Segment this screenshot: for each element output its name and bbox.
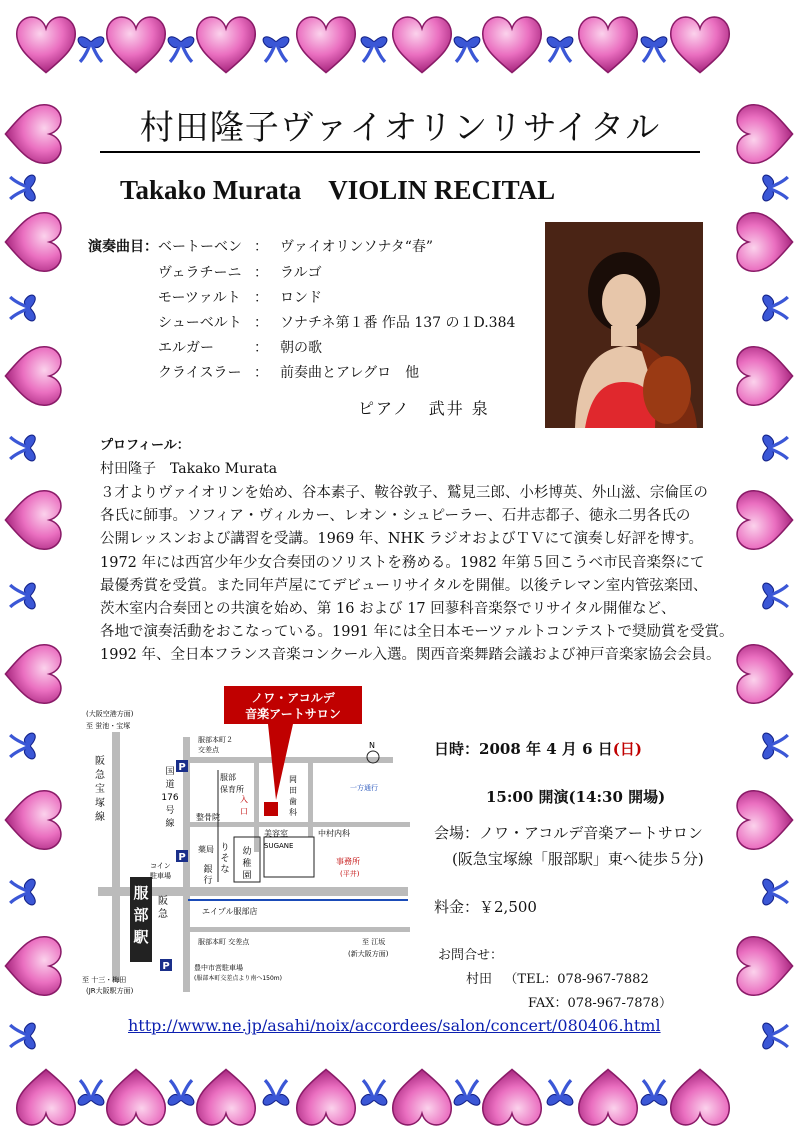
access-map [78,682,410,1000]
map-label-kokudo: 線 [165,819,175,829]
map-airport: (大阪空港方面) [86,710,134,718]
map-juso: 至 十三・梅田 [82,976,127,984]
heart-icon [737,791,793,850]
program-composer: ヴェラチーニ [158,265,242,281]
map-label-yochien: 園 [242,871,252,881]
program-composer: クライスラー [158,365,242,381]
event-time: 15:00 開演(14:30 開場) [486,788,666,806]
map-label-kokudo: 国 [165,767,175,777]
venue-value: ノワ・アコルデ音楽アートサロン [479,824,703,842]
map-label-kokudo: 号 [165,806,175,816]
date-label: 日時： [434,740,480,758]
heart-icon [5,645,61,704]
concert-url-link[interactable]: http://www.ne.jp/asahi/noix/accordees/salon/concert/080406.html [128,1016,661,1035]
program-item [158,362,419,382]
map-nakamura: 中村内科 [318,829,350,838]
heart-icon [297,17,356,73]
heart-icon [737,937,793,996]
ribbon-bow-icon [361,37,387,62]
map-parking2: (服部本町交差点より南へ150m) [194,975,282,982]
program-composer: モーツァルト [158,290,241,306]
ribbon-bow-icon [763,175,788,201]
program-separator: ： [254,315,268,331]
ribbon-bow-icon [763,583,788,609]
page-subtitle: Takako Murata VIOLIN RECITAL [120,175,556,205]
map-label-hankyu_line: 急 [95,770,105,781]
profile-label: プロフィール： [100,438,190,453]
ribbon-bow-icon [763,879,788,905]
map-label-hankyu_line: 阪 [95,756,105,767]
map-honmachi-cross: 服部本町 交差点 [198,938,250,946]
map-hotarugaike: 至 蛍池・宝塚 [86,722,131,730]
map-north: N [369,741,375,750]
map-label-ginko: 銀 [203,865,213,875]
program-composer: ベートーベン [158,239,242,255]
map-label-yochien: 稚 [242,859,252,869]
ribbon-bow-icon [10,435,35,461]
ribbon-bow-icon [763,295,788,321]
program-item [158,287,322,307]
biography-line: 各地で演奏活動をおこなっている。1991 年には全日本モーツァルトコンテストで奨励賞を受賞。 [100,624,734,641]
biography-line: 1992 年、全日本フランス音楽コンクール入選。関西音楽舞踏会議および神戸音楽家協会会員。 [100,647,721,664]
map-label-station: 駅 [133,928,149,946]
parking-icon-label: P [178,852,186,863]
map-crossing: 交差点 [198,746,219,754]
venue-label: 会場： [434,824,480,842]
heart-icon [483,1069,542,1125]
biography-line: 最優秀賞を受賞。また同年芦屋にてデビューリサイタルを開催。以後テレマン室内管弦楽団、 [100,577,708,594]
heart-icon [483,17,542,73]
heart-icon [17,17,76,73]
program-item [158,312,515,332]
map-parking1: 豊中市営駐車場 [194,964,243,972]
profile-biography [100,482,740,668]
ribbon-bow-icon [641,1080,667,1105]
heart-icon [5,937,61,996]
contact-fax: FAX：078-967-7878） [528,996,673,1011]
program-item [158,262,322,282]
program-work: ソナチネ第１番 作品 137 の１D.384 [280,315,516,331]
heart-icon [297,1069,356,1125]
ribbon-bow-icon [763,435,788,461]
program-work: ロンド [280,290,322,306]
parking-icon-label: P [178,762,186,773]
map-sugane: SUGANE [264,842,294,850]
ribbon-bow-icon [168,37,194,62]
biography-line: 各氏に師事。ソフィア・ヴィルカー、レオン・シュピーラー、石井志都子、徳永二男各氏の [100,508,691,525]
program-separator: ： [254,290,268,306]
map-label-station: 服 [133,884,149,902]
program-composer: エルガー [158,340,214,356]
map-yakkyoku: 薬局 [198,845,214,854]
map-venue-name2: 音楽アートサロン [245,707,341,721]
map-april: エイプル服部店 [202,907,258,916]
parking-icon-label: P [162,961,170,972]
map-hoikusho2: 保育所 [220,785,244,794]
ribbon-bow-icon [263,1080,289,1105]
ribbon-bow-icon [641,37,667,62]
date-value: 2008 年 4 月 6 日 [479,740,613,758]
map-hoikusho1: 服部 [220,773,236,782]
map-jr-osaka: (JR大阪駅方面) [86,987,134,995]
map-label-kokudo: 176 [161,793,179,803]
program-separator: ： [254,239,268,255]
ribbon-bow-icon [454,1080,480,1105]
map-label-hankyu_line: 線 [95,812,105,823]
program-item [158,337,322,357]
program-composer: シューベルト [158,315,242,331]
ribbon-bow-icon [10,879,35,905]
heart-icon [197,17,256,73]
map-label-ginko: 行 [203,876,213,886]
heart-icon [671,1069,730,1125]
heart-icon [393,17,452,73]
map-label-station: 部 [133,906,149,924]
fee-value: ￥2,500 [479,898,537,916]
heart-icon [671,17,730,73]
heart-icon [5,105,61,164]
map-label-kokudo: 道 [165,780,175,790]
map-office: 事務所 [336,857,360,866]
heart-icon [579,1069,638,1125]
map-hirai: (平井) [340,870,360,878]
program-item [158,236,433,256]
map-label-resona: な [220,865,230,875]
map-label-okada: 歯 [289,797,297,806]
ribbon-bow-icon [78,1080,104,1105]
map-esaka: 至 江坂 [362,938,386,946]
ribbon-bow-icon [10,175,35,201]
map-shin-osaka: (新大阪方面) [348,950,389,958]
contact-label: お問合せ： [438,948,504,963]
ribbon-bow-icon [10,583,35,609]
map-biyoshitsu: 美容室 [264,829,288,838]
ribbon-bow-icon [10,733,35,759]
page-title: 村田隆子ヴァイオリンリサイタル [100,100,700,153]
heart-icon [737,213,793,272]
ribbon-bow-icon [10,1023,35,1049]
ribbon-bow-icon [763,1023,788,1049]
heart-icon [737,347,793,406]
heart-icon [737,491,793,550]
heart-icon [5,213,61,272]
contact-name: 村田 [466,972,493,987]
program-work: ヴァイオリンソナタ“春” [280,239,434,255]
program-label: 演奏曲目： [88,239,158,255]
ribbon-bow-icon [10,295,35,321]
map-label-hankyu_line: 宝 [95,784,105,795]
event-fee [434,896,537,917]
map-entrance1: 入 [240,795,248,804]
ribbon-bow-icon [263,37,289,62]
heart-icon [393,1069,452,1125]
contact-tel-number: （TEL：078-967-7882 [504,972,649,987]
map-label-resona: り [220,843,230,853]
heart-icon [579,17,638,73]
map-label-hankyu: 阪 [158,896,168,907]
profile-name: 村田隆子 Takako Murata [100,461,278,477]
heart-icon [197,1069,256,1125]
map-label-okada: 科 [289,808,297,817]
map-label-resona: そ [220,854,230,864]
map-label-okada: 岡 [289,775,297,784]
event-date [434,738,642,759]
map-label-hankyu: 急 [158,909,168,920]
map-oneway: 一方通行 [350,784,378,792]
event-access: (阪急宝塚線「服部駅」東へ徒歩５分) [452,850,704,868]
ribbon-bow-icon [361,1080,387,1105]
biography-line: ３才よりヴァイオリンを始め、谷本素子、鞍谷敦子、鷲見三郎、小杉博英、外山滋、宗倫匡の [100,485,708,501]
heart-icon [5,791,61,850]
fee-label: 料金： [434,898,480,916]
map-coin2: 駐車場 [150,872,171,880]
map-seikotsu: 整骨院 [196,813,220,822]
heart-icon [5,347,61,406]
map-venue-name1: ノワ・アコルデ [251,691,335,705]
biography-line: 1972 年には西宮少年少女合奏団のソリストを務める。1982 年第５回こうべ市民音楽祭にて [100,554,705,571]
heart-icon [737,105,793,164]
heart-icon [107,17,166,73]
map-label-okada: 田 [289,786,297,795]
date-weekday: (日) [612,740,642,758]
ribbon-bow-icon [547,1080,573,1105]
program-work: 朝の歌 [280,340,322,356]
program-work: 前奏曲とアレグロ 他 [280,365,420,381]
map-coin1: コイン [150,862,171,870]
heart-icon [5,491,61,550]
map-entrance2: 口 [240,807,248,816]
map-label-yochien: 幼 [242,847,252,857]
map-label-hankyu_line: 塚 [95,798,105,809]
heart-icon [107,1069,166,1125]
biography-line: 公開レッスンおよび講習を受講。1969 年、NHK ラジオおよびＴＶにて演奏し好評を博す。 [100,531,703,548]
ribbon-bow-icon [547,37,573,62]
contact-tel [466,968,649,987]
ribbon-bow-icon [78,37,104,62]
heart-icon [17,1069,76,1125]
map-honmachi2: 服部本町２ [198,736,233,744]
program-separator: ： [254,340,268,356]
program-work: ラルゴ [280,265,322,281]
piano-credit: ピアノ 武井 泉 [358,399,490,418]
event-venue [434,822,703,843]
ribbon-bow-icon [168,1080,194,1105]
program-separator: ： [254,365,268,381]
ribbon-bow-icon [763,733,788,759]
ribbon-bow-icon [454,37,480,62]
biography-line: 茨木室内合奏団との共演を始め、第 16 および 17 回蓼科音楽祭でリサイタル開催など、 [100,601,676,618]
program-separator: ： [254,265,268,281]
performer-photo [545,222,703,428]
heart-icon [737,645,793,704]
